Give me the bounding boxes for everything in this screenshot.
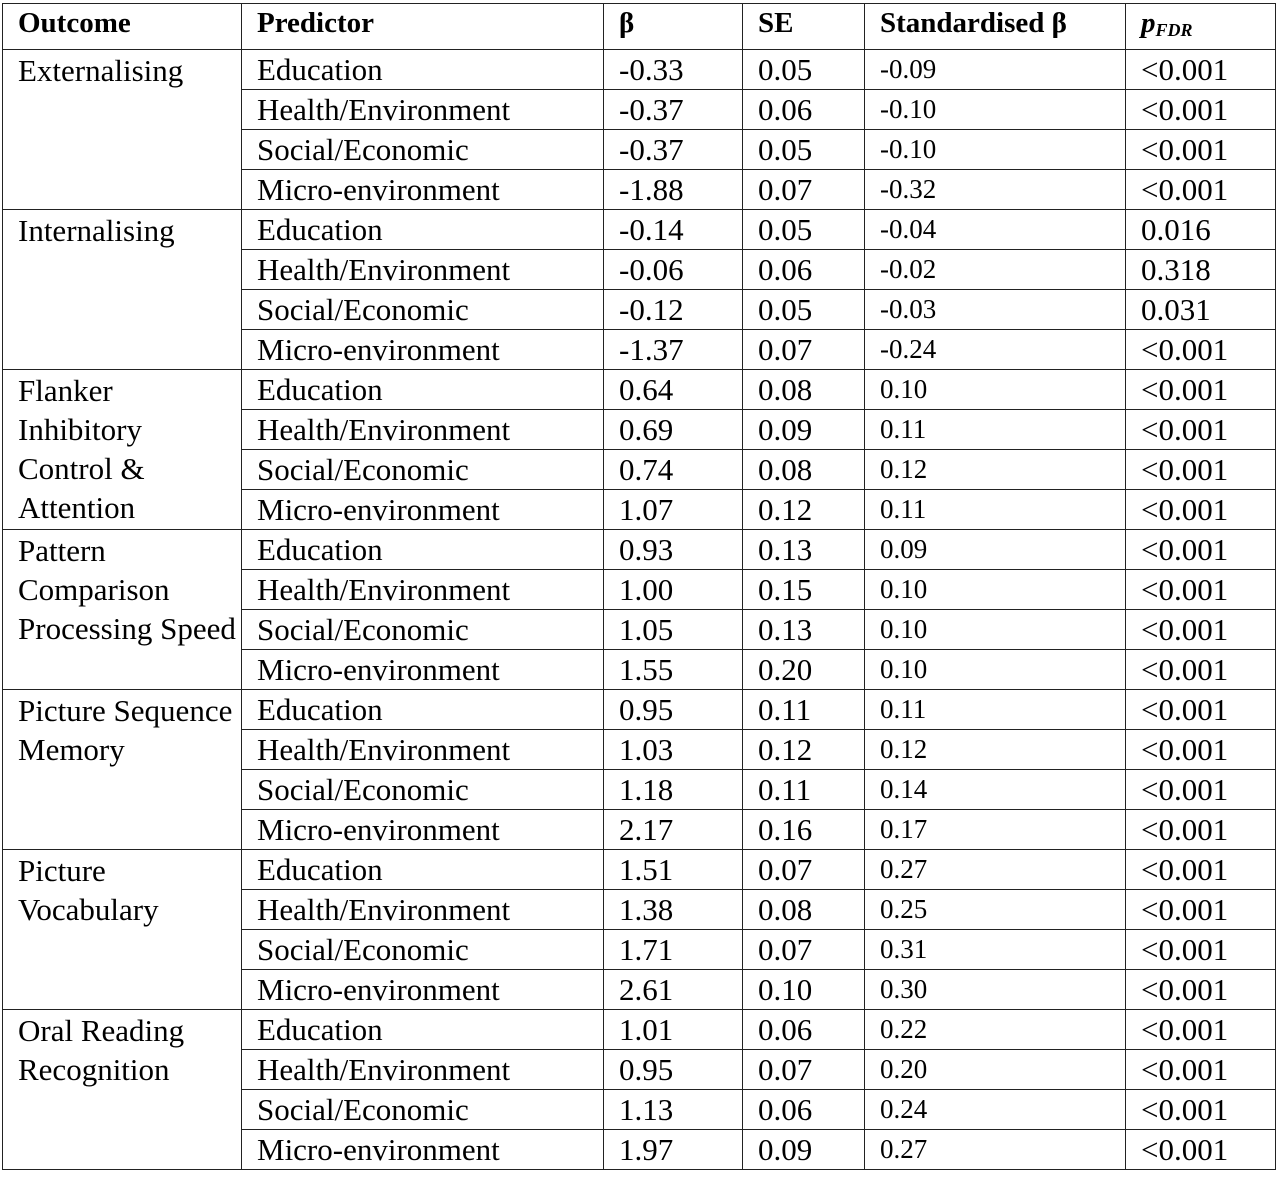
predictor-cell: Social/Economic [242, 930, 604, 970]
standardised-beta-cell: 0.11 [865, 690, 1126, 730]
predictor-cell: Micro-environment [242, 170, 604, 210]
predictor-cell: Social/Economic [242, 450, 604, 490]
standardised-beta-cell: 0.22 [865, 1010, 1126, 1050]
beta-cell: 1.51 [604, 850, 743, 890]
p-fdr-cell: 0.031 [1126, 290, 1276, 330]
standardised-beta-cell: -0.02 [865, 250, 1126, 290]
table-row [3, 370, 1276, 410]
se-cell: 0.10 [743, 970, 865, 1010]
se-cell: 0.15 [743, 570, 865, 610]
beta-cell: 0.74 [604, 450, 743, 490]
outcome-cell: Pattern Comparison Processing Speed [3, 530, 242, 690]
standardised-beta-cell: 0.25 [865, 890, 1126, 930]
p-fdr-cell: <0.001 [1126, 1130, 1276, 1170]
predictor-cell: Education [242, 370, 604, 410]
p-fdr-cell: <0.001 [1126, 370, 1276, 410]
p-fdr-cell: <0.001 [1126, 850, 1276, 890]
predictor-cell: Education [242, 530, 604, 570]
predictor-cell: Micro-environment [242, 650, 604, 690]
se-cell: 0.07 [743, 1050, 865, 1090]
standardised-beta-cell: 0.27 [865, 1130, 1126, 1170]
se-cell: 0.08 [743, 450, 865, 490]
standardised-beta-cell: 0.27 [865, 850, 1126, 890]
p-fdr-cell: <0.001 [1126, 1090, 1276, 1130]
beta-cell: 1.00 [604, 570, 743, 610]
standardised-beta-cell: -0.32 [865, 170, 1126, 210]
predictor-cell: Social/Economic [242, 770, 604, 810]
beta-cell: 0.69 [604, 410, 743, 450]
predictor-cell: Health/Environment [242, 730, 604, 770]
header-p-fdr [1126, 4, 1276, 50]
table-row [3, 850, 1276, 890]
se-cell: 0.05 [743, 130, 865, 170]
p-fdr-cell: <0.001 [1126, 1010, 1276, 1050]
beta-cell: 1.55 [604, 650, 743, 690]
table-header [3, 4, 1276, 50]
header-standardised-beta: Standardised β [865, 4, 1126, 50]
p-fdr-cell: <0.001 [1126, 970, 1276, 1010]
predictor-cell: Micro-environment [242, 490, 604, 530]
standardised-beta-cell: 0.17 [865, 810, 1126, 850]
outcome-cell: Internalising [3, 210, 242, 370]
table-row [3, 690, 1276, 730]
table-row [3, 50, 1276, 90]
se-cell: 0.13 [743, 610, 865, 650]
predictor-cell: Health/Environment [242, 250, 604, 290]
se-cell: 0.20 [743, 650, 865, 690]
beta-cell: 1.18 [604, 770, 743, 810]
header-beta: β [604, 4, 743, 50]
beta-cell: 2.17 [604, 810, 743, 850]
beta-cell: -0.06 [604, 250, 743, 290]
predictor-cell: Micro-environment [242, 970, 604, 1010]
predictor-cell: Social/Economic [242, 610, 604, 650]
beta-cell: -1.88 [604, 170, 743, 210]
header-row [3, 4, 1276, 50]
beta-cell: 2.61 [604, 970, 743, 1010]
se-cell: 0.08 [743, 890, 865, 930]
beta-cell: 0.95 [604, 1050, 743, 1090]
standardised-beta-cell: -0.04 [865, 210, 1126, 250]
p-fdr-cell: <0.001 [1126, 490, 1276, 530]
beta-cell: 1.97 [604, 1130, 743, 1170]
se-cell: 0.05 [743, 210, 865, 250]
standardised-beta-cell: 0.30 [865, 970, 1126, 1010]
p-fdr-cell: <0.001 [1126, 130, 1276, 170]
beta-cell: 1.05 [604, 610, 743, 650]
header-se: SE [743, 4, 865, 50]
table-row [3, 530, 1276, 570]
se-cell: 0.11 [743, 690, 865, 730]
se-cell: 0.09 [743, 410, 865, 450]
predictor-cell: Health/Environment [242, 890, 604, 930]
se-cell: 0.07 [743, 330, 865, 370]
predictor-cell: Health/Environment [242, 570, 604, 610]
se-cell: 0.07 [743, 930, 865, 970]
p-subscript: FDR [1155, 20, 1193, 40]
beta-cell: 1.03 [604, 730, 743, 770]
beta-cell: -0.12 [604, 290, 743, 330]
results-table [2, 3, 1276, 1170]
standardised-beta-cell: 0.10 [865, 650, 1126, 690]
predictor-cell: Education [242, 1010, 604, 1050]
p-fdr-cell: <0.001 [1126, 810, 1276, 850]
predictor-cell: Micro-environment [242, 810, 604, 850]
standardised-beta-cell: 0.10 [865, 370, 1126, 410]
p-fdr-cell: <0.001 [1126, 170, 1276, 210]
predictor-cell: Health/Environment [242, 1050, 604, 1090]
table-row [3, 1010, 1276, 1050]
p-fdr-cell: <0.001 [1126, 530, 1276, 570]
p-fdr-cell: <0.001 [1126, 730, 1276, 770]
p-symbol: p [1141, 7, 1156, 39]
beta-cell: -0.37 [604, 130, 743, 170]
header-outcome: Outcome [3, 4, 242, 50]
standardised-beta-cell: 0.11 [865, 410, 1126, 450]
se-cell: 0.08 [743, 370, 865, 410]
standardised-beta-cell: 0.14 [865, 770, 1126, 810]
standardised-beta-cell: 0.11 [865, 490, 1126, 530]
p-fdr-cell: 0.016 [1126, 210, 1276, 250]
se-cell: 0.06 [743, 1010, 865, 1050]
header-predictor: Predictor [242, 4, 604, 50]
outcome-cell: Externalising [3, 50, 242, 210]
predictor-cell: Education [242, 690, 604, 730]
se-cell: 0.06 [743, 90, 865, 130]
standardised-beta-cell: -0.10 [865, 130, 1126, 170]
beta-cell: -1.37 [604, 330, 743, 370]
table-row [3, 210, 1276, 250]
p-fdr-cell: <0.001 [1126, 410, 1276, 450]
standardised-beta-cell: -0.24 [865, 330, 1126, 370]
beta-cell: 0.93 [604, 530, 743, 570]
predictor-cell: Education [242, 210, 604, 250]
standardised-beta-cell: -0.09 [865, 50, 1126, 90]
p-fdr-cell: <0.001 [1126, 650, 1276, 690]
p-fdr-cell: <0.001 [1126, 50, 1276, 90]
predictor-cell: Education [242, 850, 604, 890]
p-fdr-cell: 0.318 [1126, 250, 1276, 290]
se-cell: 0.05 [743, 50, 865, 90]
predictor-cell: Social/Economic [242, 1090, 604, 1130]
beta-cell: 1.07 [604, 490, 743, 530]
standardised-beta-cell: 0.10 [865, 570, 1126, 610]
p-fdr-cell: <0.001 [1126, 770, 1276, 810]
se-cell: 0.06 [743, 1090, 865, 1130]
p-fdr-cell: <0.001 [1126, 610, 1276, 650]
outcome-cell: Flanker Inhibitory Control & Attention [3, 370, 242, 530]
standardised-beta-cell: 0.31 [865, 930, 1126, 970]
predictor-cell: Social/Economic [242, 130, 604, 170]
beta-cell: 1.13 [604, 1090, 743, 1130]
p-fdr-cell: <0.001 [1126, 890, 1276, 930]
standardised-beta-cell: 0.12 [865, 730, 1126, 770]
beta-cell: 0.95 [604, 690, 743, 730]
p-fdr-cell: <0.001 [1126, 90, 1276, 130]
outcome-cell: Picture Vocabulary [3, 850, 242, 1010]
beta-cell: 1.38 [604, 890, 743, 930]
se-cell: 0.12 [743, 490, 865, 530]
se-cell: 0.12 [743, 730, 865, 770]
se-cell: 0.16 [743, 810, 865, 850]
predictor-cell: Micro-environment [242, 1130, 604, 1170]
beta-cell: 1.01 [604, 1010, 743, 1050]
p-fdr-cell: <0.001 [1126, 330, 1276, 370]
predictor-cell: Health/Environment [242, 410, 604, 450]
beta-cell: -0.33 [604, 50, 743, 90]
p-fdr-cell: <0.001 [1126, 1050, 1276, 1090]
se-cell: 0.13 [743, 530, 865, 570]
p-fdr-cell: <0.001 [1126, 690, 1276, 730]
table-body [3, 50, 1276, 1170]
p-fdr-cell: <0.001 [1126, 450, 1276, 490]
se-cell: 0.09 [743, 1130, 865, 1170]
standardised-beta-cell: -0.10 [865, 90, 1126, 130]
se-cell: 0.05 [743, 290, 865, 330]
beta-cell: -0.37 [604, 90, 743, 130]
p-fdr-cell: <0.001 [1126, 930, 1276, 970]
beta-cell: -0.14 [604, 210, 743, 250]
se-cell: 0.07 [743, 170, 865, 210]
standardised-beta-cell: -0.03 [865, 290, 1126, 330]
predictor-cell: Micro-environment [242, 330, 604, 370]
predictor-cell: Social/Economic [242, 290, 604, 330]
predictor-cell: Health/Environment [242, 90, 604, 130]
beta-cell: 0.64 [604, 370, 743, 410]
se-cell: 0.06 [743, 250, 865, 290]
standardised-beta-cell: 0.10 [865, 610, 1126, 650]
se-cell: 0.07 [743, 850, 865, 890]
standardised-beta-cell: 0.20 [865, 1050, 1126, 1090]
outcome-cell: Oral Reading Recognition [3, 1010, 242, 1170]
outcome-cell: Picture Sequence Memory [3, 690, 242, 850]
p-fdr-cell: <0.001 [1126, 570, 1276, 610]
standardised-beta-cell: 0.24 [865, 1090, 1126, 1130]
se-cell: 0.11 [743, 770, 865, 810]
predictor-cell: Education [242, 50, 604, 90]
beta-cell: 1.71 [604, 930, 743, 970]
standardised-beta-cell: 0.09 [865, 530, 1126, 570]
standardised-beta-cell: 0.12 [865, 450, 1126, 490]
